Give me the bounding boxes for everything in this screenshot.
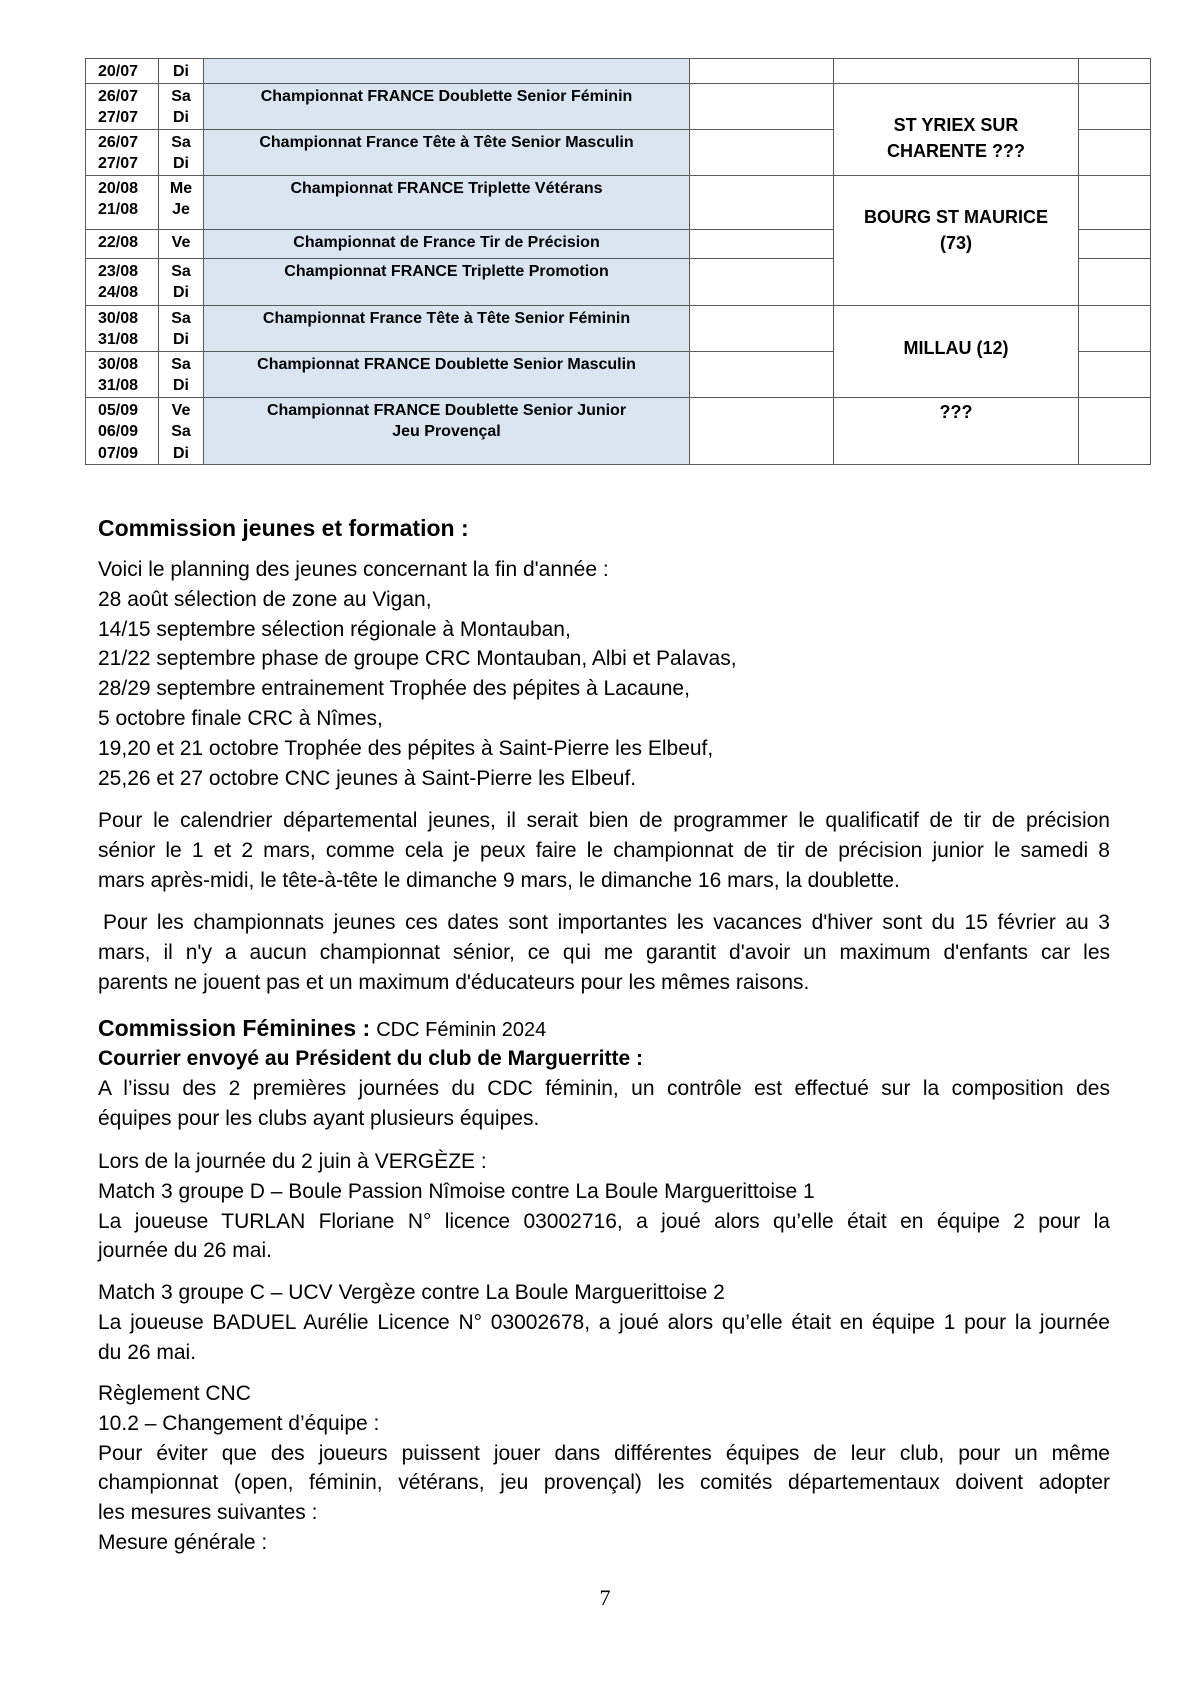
text-line: Match 3 groupe D – Boule Passion Nîmoise contre La Boule Marguerittoise 1 bbox=[98, 1179, 815, 1203]
text-line: journée du 26 mai. bbox=[98, 1239, 272, 1263]
text-line: A l’issu des 2 premières journées du CDC féminin, un contrôle est effectué sur la composition des bbox=[98, 1076, 1110, 1100]
event-text: Championnat FRANCE Triplette Promotion bbox=[284, 262, 609, 280]
location-text: MILLAU (12) bbox=[903, 337, 1009, 358]
table-row bbox=[86, 59, 1151, 84]
event-cell bbox=[204, 351, 690, 397]
date-text: 31/08 bbox=[98, 377, 139, 394]
empty-cell bbox=[690, 258, 834, 305]
text-line: Lors de la journée du 2 juin à VERGÈZE : bbox=[98, 1150, 487, 1173]
day-cell bbox=[159, 129, 204, 175]
date-cell bbox=[86, 129, 159, 175]
empty-cell bbox=[690, 397, 834, 465]
event-text: Championnat France Tête à Tête Senior Féminin bbox=[262, 309, 631, 327]
text-line: 21/22 septembre phase de groupe CRC Montauban, Albi et Palavas, bbox=[98, 647, 737, 671]
location-text: BOURG ST MAURICE bbox=[864, 206, 1048, 227]
location-cell bbox=[834, 397, 1079, 465]
day-text: Ve bbox=[171, 401, 191, 419]
day-text: Di bbox=[173, 444, 189, 462]
empty-cell bbox=[1079, 83, 1151, 129]
text-line: 28/29 septembre entrainement Trophée des pépites à Lacaune, bbox=[98, 677, 690, 701]
date-text: 24/08 bbox=[98, 284, 139, 301]
location-text: ??? bbox=[939, 401, 973, 422]
date-text: 31/08 bbox=[98, 331, 139, 348]
text-line: 5 octobre finale CRC à Nîmes, bbox=[98, 706, 383, 730]
event-cell bbox=[204, 175, 690, 229]
day-text: Sa bbox=[171, 262, 191, 280]
empty-cell bbox=[1079, 305, 1151, 351]
empty-cell bbox=[690, 351, 834, 397]
empty-cell bbox=[690, 129, 834, 175]
day-cell bbox=[159, 229, 204, 258]
empty-cell bbox=[690, 305, 834, 351]
section-heading-subtitle: CDC Féminin 2024 bbox=[376, 1019, 547, 1041]
day-text: Di bbox=[173, 377, 189, 394]
date-cell bbox=[86, 305, 159, 351]
location-cell bbox=[834, 59, 1079, 84]
day-cell bbox=[159, 83, 204, 129]
text-line: Match 3 groupe C – UCV Vergèze contre La Boule Marguerittoise 2 bbox=[98, 1281, 725, 1304]
date-text: 26/07 bbox=[98, 87, 139, 105]
paragraph-championnats bbox=[98, 908, 1110, 997]
empty-cell bbox=[690, 83, 834, 129]
paragraph-calendrier bbox=[98, 806, 1110, 895]
paragraph-vergeze bbox=[98, 1147, 1110, 1266]
paragraph-planning bbox=[98, 555, 1110, 793]
text-line: Pour éviter que des joueurs puissent jouer dans différentes équipes de leur club, pour un même bbox=[98, 1441, 1110, 1465]
event-cell bbox=[204, 397, 690, 465]
date-text: 07/09 bbox=[98, 444, 139, 462]
day-cell bbox=[159, 175, 204, 229]
text-line: 28 août sélection de zone au Vigan, bbox=[98, 587, 432, 611]
empty-cell bbox=[1079, 397, 1151, 465]
day-cell bbox=[159, 258, 204, 305]
text-line: La joueuse TURLAN Floriane N° licence 03002716, a joué alors qu’elle était en équipe 2 pour la bbox=[98, 1209, 1110, 1233]
date-cell bbox=[86, 397, 159, 465]
location-cell bbox=[834, 175, 1079, 305]
day-text: Sa bbox=[171, 355, 191, 373]
day-text: Sa bbox=[171, 87, 191, 105]
date-cell bbox=[86, 175, 159, 229]
empty-cell bbox=[1079, 258, 1151, 305]
empty-cell bbox=[1079, 175, 1151, 229]
day-text: Me bbox=[169, 179, 193, 197]
day-text: Di bbox=[173, 63, 189, 80]
event-text: Championnat France Tête à Tête Senior Masculin bbox=[259, 133, 634, 151]
location-cell bbox=[834, 83, 1079, 175]
date-text: 27/07 bbox=[98, 155, 139, 172]
day-text: Je bbox=[172, 201, 190, 218]
empty-cell bbox=[1079, 59, 1151, 84]
date-text: 05/09 bbox=[98, 401, 139, 419]
day-cell bbox=[159, 59, 204, 84]
location-text: CHARENTE ??? bbox=[887, 140, 1025, 161]
location-cell bbox=[834, 305, 1079, 397]
date-text: 26/07 bbox=[98, 133, 139, 151]
day-text: Sa bbox=[171, 309, 191, 327]
day-text: Di bbox=[173, 331, 189, 348]
date-text: 30/08 bbox=[98, 309, 139, 327]
text-line: La joueuse BADUEL Aurélie Licence N° 03002678, a joué alors qu’elle était en équipe 1 pour la journée bbox=[98, 1310, 1110, 1334]
date-text: 22/08 bbox=[98, 233, 139, 251]
section-heading-feminines bbox=[98, 1013, 546, 1045]
table-row bbox=[86, 397, 1151, 465]
empty-cell bbox=[690, 229, 834, 258]
text-line: équipes pour les clubs ayant plusieurs équipes. bbox=[98, 1106, 540, 1130]
date-text: 20/07 bbox=[98, 63, 139, 80]
schedule-table bbox=[85, 58, 1151, 465]
date-text: 20/08 bbox=[98, 179, 139, 197]
page-number: 7 bbox=[599, 1585, 611, 1610]
text-line: Pour le calendrier départemental jeunes, il serait bien de programmer le qualificatif de tir de précision bbox=[98, 809, 1110, 832]
text-line: sénior le 1 et 2 mars, comme cela je peux faire le championnat de tir de précision junior le samedi 8 bbox=[98, 838, 1110, 862]
empty-cell bbox=[1079, 351, 1151, 397]
event-cell bbox=[204, 229, 690, 258]
text-line: Mesure générale : bbox=[98, 1530, 268, 1554]
date-text: 21/08 bbox=[98, 201, 139, 218]
day-text: Ve bbox=[171, 233, 191, 251]
event-text: Championnat FRANCE Doublette Senior Masculin bbox=[257, 355, 636, 373]
text-line: Voici le planning des jeunes concernant la fin d'année : bbox=[98, 558, 609, 581]
day-cell bbox=[159, 397, 204, 465]
date-cell bbox=[86, 351, 159, 397]
table-row bbox=[86, 175, 1151, 229]
empty-cell bbox=[1079, 129, 1151, 175]
day-text: Sa bbox=[171, 423, 191, 440]
text-line: parents ne jouent pas et un maximum d'éducateurs pour les mêmes raisons. bbox=[98, 970, 810, 994]
event-cell bbox=[204, 305, 690, 351]
date-cell bbox=[86, 229, 159, 258]
text-line: Règlement CNC bbox=[98, 1382, 251, 1405]
day-text: Di bbox=[173, 284, 189, 301]
day-cell bbox=[159, 351, 204, 397]
location-text: ST YRIEX SUR bbox=[893, 114, 1019, 135]
event-cell bbox=[204, 83, 690, 129]
text-line: mars après-midi, le tête-à-tête le dimanche 9 mars, le dimanche 16 mars, la doublette. bbox=[98, 868, 900, 892]
location-text: (73) bbox=[939, 232, 972, 253]
date-text: 27/07 bbox=[98, 109, 139, 126]
text-line: Pour les championnats jeunes ces dates sont importantes les vacances d'hiver sont du 15 février au 3 bbox=[103, 911, 1110, 934]
event-cell bbox=[204, 258, 690, 305]
day-text: Sa bbox=[171, 133, 191, 151]
day-text: Di bbox=[173, 155, 189, 172]
text-line: 10.2 – Changement d’équipe : bbox=[98, 1411, 380, 1435]
paragraph-courrier bbox=[98, 1044, 1110, 1133]
text-line: du 26 mai. bbox=[98, 1340, 197, 1364]
text-line: mars, il n'y a aucun championnat sénior, ce qui me garantit d'avoir un maximum d'enfants car les bbox=[98, 940, 1110, 964]
empty-cell bbox=[690, 175, 834, 229]
date-text: 30/08 bbox=[98, 355, 139, 373]
event-cell bbox=[204, 59, 690, 84]
table-row bbox=[86, 305, 1151, 351]
paragraph-reglement bbox=[98, 1379, 1110, 1558]
empty-cell bbox=[690, 59, 834, 84]
day-text: Di bbox=[173, 109, 189, 126]
paragraph-match-c bbox=[98, 1278, 1110, 1367]
text-line: 19,20 et 21 octobre Trophée des pépites à Saint-Pierre les Elbeuf, bbox=[98, 736, 714, 760]
date-text: 06/09 bbox=[98, 423, 139, 440]
text-line: 25,26 et 27 octobre CNC jeunes à Saint-Pierre les Elbeuf. bbox=[98, 766, 637, 790]
section-heading-jeunes: Commission jeunes et formation : bbox=[98, 515, 469, 541]
date-cell bbox=[86, 258, 159, 305]
event-text: Championnat FRANCE Triplette Vétérans bbox=[290, 179, 603, 197]
event-text: Jeu Provençal bbox=[392, 423, 501, 440]
event-text: Championnat FRANCE Doublette Senior Junior bbox=[266, 401, 627, 419]
event-text: Championnat FRANCE Doublette Senior Féminin bbox=[260, 87, 633, 105]
text-line: championnat (open, féminin, vétérans, jeu provençal) les comités départementaux doivent adopter bbox=[98, 1471, 1110, 1495]
table-row bbox=[86, 83, 1151, 129]
section-heading-title: Commission Féminines : bbox=[98, 1015, 371, 1041]
date-cell bbox=[86, 59, 159, 84]
day-cell bbox=[159, 305, 204, 351]
date-cell bbox=[86, 83, 159, 129]
courrier-title: Courrier envoyé au Président du club de Marguerritte : bbox=[98, 1047, 643, 1070]
date-text: 23/08 bbox=[98, 262, 139, 280]
empty-cell bbox=[1079, 229, 1151, 258]
text-line: 14/15 septembre sélection régionale à Montauban, bbox=[98, 617, 571, 641]
event-text: Championnat de France Tir de Précision bbox=[293, 233, 600, 251]
event-cell bbox=[204, 129, 690, 175]
text-line: les mesures suivantes : bbox=[98, 1501, 318, 1525]
